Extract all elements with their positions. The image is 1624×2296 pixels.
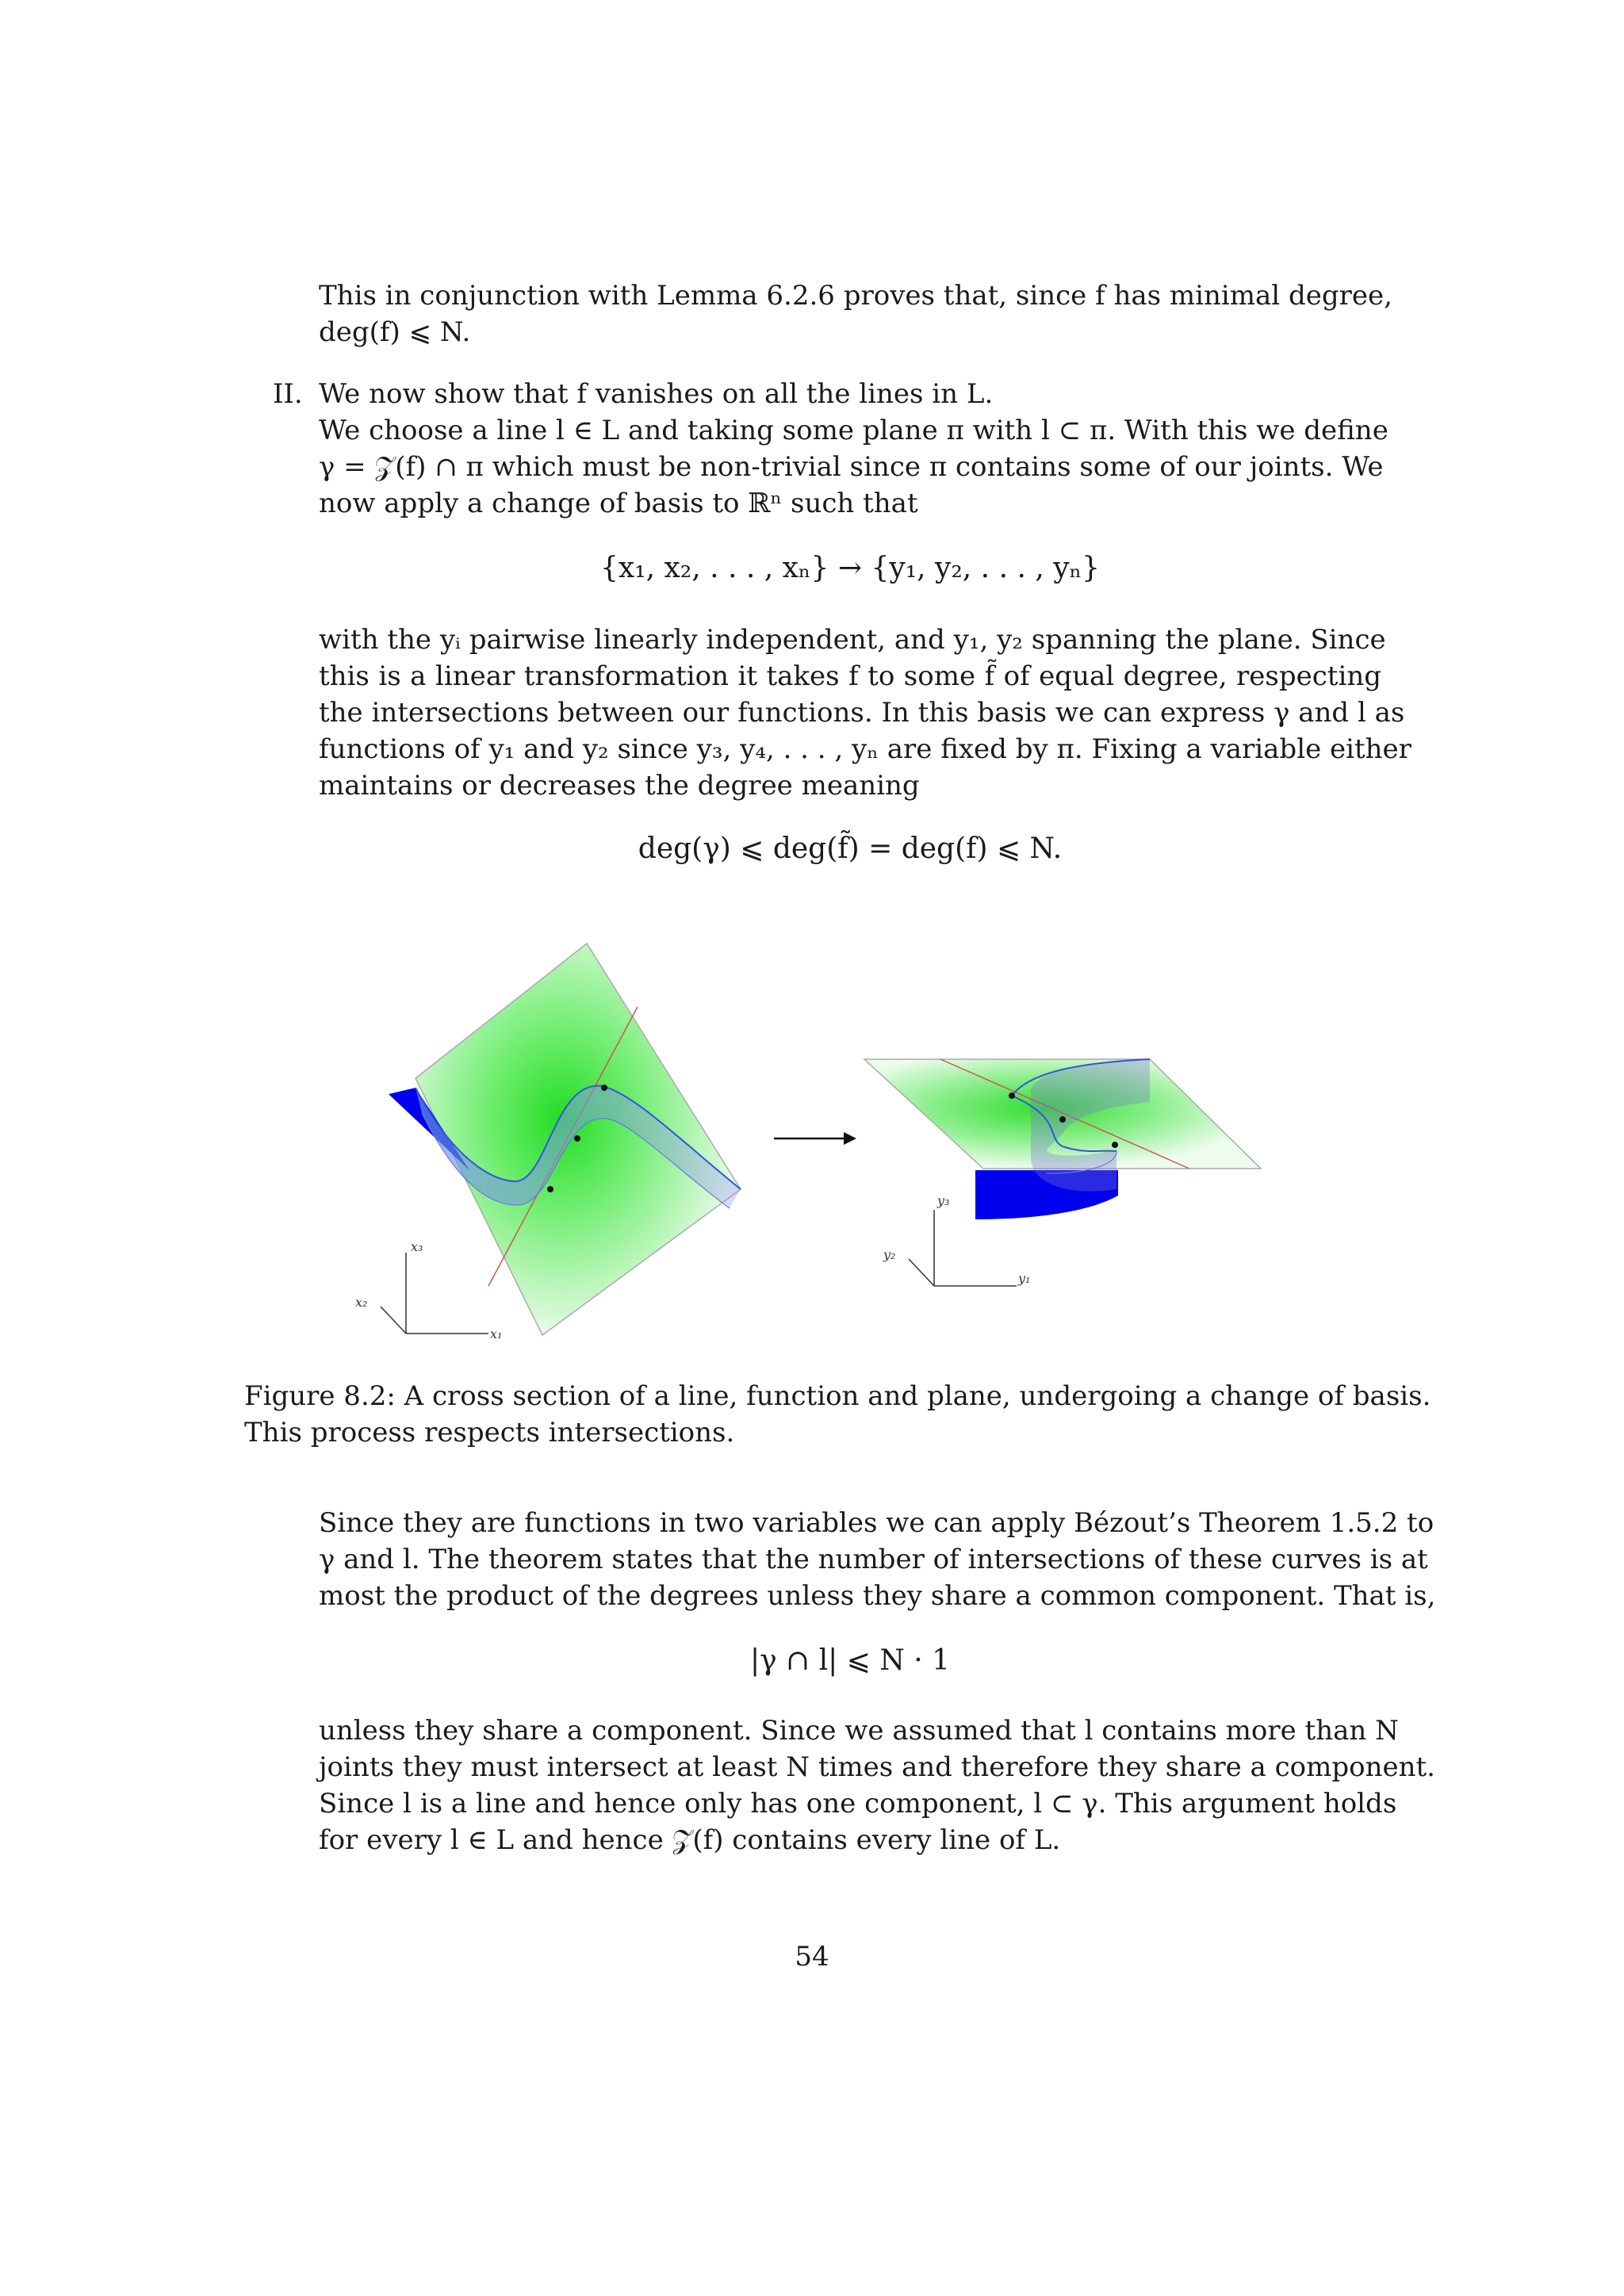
figure-change-of-basis xyxy=(349,920,1285,1364)
paragraph-line: for every l ∈ L and hence 𝒵(f) contains every line of L. xyxy=(319,1824,1061,1856)
paragraph-line: most the product of the degrees unless they share a common component. That is, xyxy=(319,1580,1436,1612)
figure-caption: Figure 8.2: A cross section of a line, function and plane, undergoing a change of basis. xyxy=(244,1380,1431,1412)
paragraph-line: the intersections between our functions. In this basis we can express γ and l as xyxy=(319,697,1405,729)
paragraph-line: functions of y₁ and y₂ since y₃, y₄, . . . , yₙ are fixed by π. Fixing a variable either xyxy=(319,733,1411,765)
paragraph-line: this is a linear transformation it takes f to some f̃ of equal degree, respecting xyxy=(319,660,1381,692)
paragraph-line: unless they share a component. Since we assumed that l contains more than N xyxy=(319,1715,1399,1747)
equation-basis-change: {x₁, x₂, . . . , xₙ} → {y₁, y₂, . . . , yₙ} xyxy=(599,552,1101,584)
figure-caption: This process respects intersections. xyxy=(244,1417,735,1448)
left-axes xyxy=(381,1253,488,1334)
paragraph-line: We choose a line l ∈ L and taking some plane π with l ⊂ π. With this we define xyxy=(319,415,1388,446)
paragraph-line: γ = 𝒵(f) ∩ π which must be non-trivial since π contains some of our joints. We xyxy=(319,451,1384,483)
paragraph-line: deg(f) ⩽ N. xyxy=(319,316,471,348)
equation-degree-bound: deg(γ) ⩽ deg(f̃) = deg(f) ⩽ N. xyxy=(638,832,1063,865)
paragraph-line: Since l is a line and hence only has one component, l ⊂ γ. This argument holds xyxy=(319,1788,1397,1820)
left-intersection-point xyxy=(601,1085,607,1091)
paragraph-line: maintains or decreases the degree meaning xyxy=(319,770,920,802)
axis-label-x3: x₃ xyxy=(411,1239,423,1254)
paragraph-line: This in conjunction with Lemma 6.2.6 proves that, since f has minimal degree, xyxy=(319,280,1392,312)
paragraph-line: γ and l. The theorem states that the number of intersections of these curves is at xyxy=(319,1544,1428,1575)
axis-label-y2: y₂ xyxy=(883,1247,896,1262)
right-intersection-point xyxy=(1112,1142,1118,1148)
equation-intersection-bound: |γ ∩ l| ⩽ N · 1 xyxy=(749,1644,951,1677)
axis-label-x2: x₂ xyxy=(355,1295,368,1310)
paragraph-line: with the yᵢ pairwise linearly independent, and y₁, y₂ spanning the plane. Since xyxy=(319,624,1386,656)
paragraph-line: We now show that f vanishes on all the lines in L. xyxy=(319,378,994,410)
item-label-ii: II. xyxy=(273,378,303,410)
axis-label-x1: x₁ xyxy=(490,1326,503,1341)
page-number: 54 xyxy=(795,1941,829,1973)
paragraph-line: now apply a change of basis to ℝⁿ such that xyxy=(319,488,918,519)
arrow-icon xyxy=(774,1132,856,1145)
left-intersection-point xyxy=(574,1135,580,1142)
right-intersection-point xyxy=(1059,1116,1066,1123)
right-axes xyxy=(909,1210,1017,1286)
right-intersection-point xyxy=(1009,1093,1015,1099)
axis-label-y1: y₁ xyxy=(1018,1271,1031,1286)
figure-illustration xyxy=(349,920,1285,1364)
left-intersection-point xyxy=(547,1186,553,1192)
paragraph-line: joints they must intersect at least N times and therefore they share a component. xyxy=(319,1751,1435,1783)
axis-label-y3: y₃ xyxy=(937,1193,950,1208)
paragraph-line: Since they are functions in two variables we can apply Bézout’s Theorem 1.5.2 to xyxy=(319,1507,1434,1539)
